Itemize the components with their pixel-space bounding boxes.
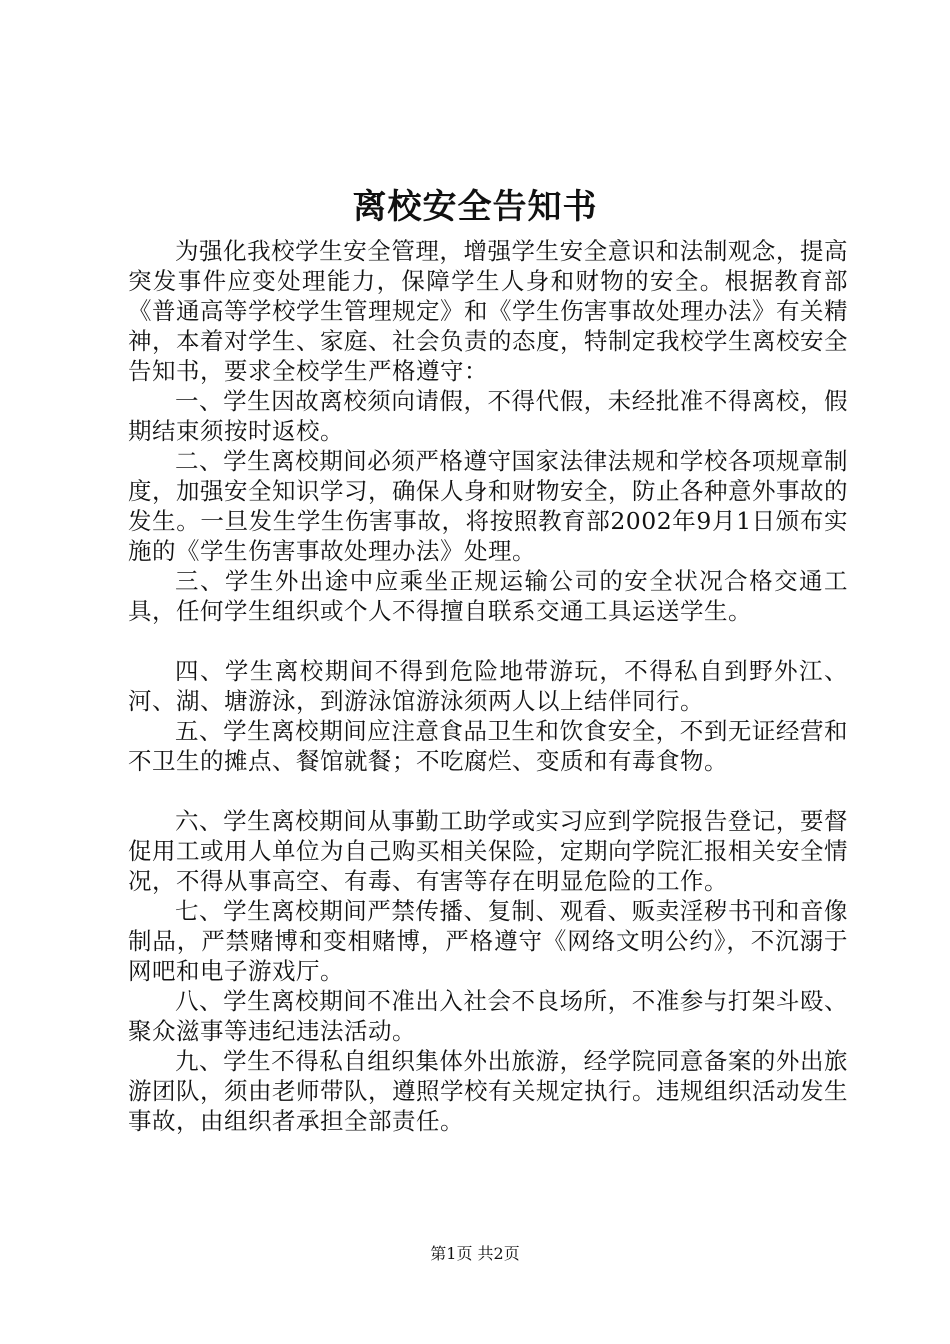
document-title: 离校安全告知书 xyxy=(352,187,598,227)
rule-paragraph-7: 七、学生离校期间严禁传播、复制、观看、贩卖淫秽书刊和音像制品，严禁赌博和变相赌博，严格遵守《网络文明公约》，不沉溺于网吧和电子游戏厅。 xyxy=(128,897,848,985)
rule-paragraph-9: 九、学生不得私自组织集体外出旅游，经学院同意备案的外出旅游团队，须由老师带队，遵照学校有关规定执行。违规组织活动发生事故，由组织者承担全部责任。 xyxy=(128,1047,848,1135)
rule-paragraph-4: 四、学生离校期间不得到危险地带游玩，不得私自到野外江、河、湖、塘游泳，到游泳馆游泳须两人以上结伴同行。 xyxy=(128,657,848,715)
rule-paragraph-3: 三、学生外出途中应乘坐正规运输公司的安全状况合格交通工具，任何学生组织或个人不得擅自联系交通工具运送学生。 xyxy=(128,567,848,625)
document-body xyxy=(128,236,848,1136)
rule-paragraph-5: 五、学生离校期间应注意食品卫生和饮食安全，不到无证经营和不卫生的摊点、餐馆就餐；不吃腐烂、变质和有毒食物。 xyxy=(128,717,848,775)
rule-paragraph-2: 二、学生离校期间必须严格遵守国家法律法规和学校各项规章制度，加强安全知识学习，确保人身和财物安全，防止各种意外事故的发生。一旦发生学生伤害事故，将按照教育部2002年9月1日颁布实施的《学生伤害事故处理办法》处理。 xyxy=(128,447,848,565)
rule-paragraph-1: 一、学生因故离校须向请假，不得代假，未经批准不得离校，假期结束须按时返校。 xyxy=(128,387,848,445)
intro-paragraph: 为强化我校学生安全管理，增强学生安全意识和法制观念，提高突发事件应变处理能力，保障学生人身和财物的安全。根据教育部《普通高等学校学生管理规定》和《学生伤害事故处理办法》有关精神，本着对学生、家庭、社会负责的态度，特制定我校学生离校安全告知书，要求全校学生严格遵守： xyxy=(128,237,848,385)
page-number-footer: 第1页 共2页 xyxy=(430,1244,520,1263)
rule-paragraph-6: 六、学生离校期间从事勤工助学或实习应到学院报告登记，要督促用工或用人单位为自己购买相关保险，定期向学院汇报相关安全情况，不得从事高空、有毒、有害等存在明显危险的工作。 xyxy=(128,807,848,895)
rule-paragraph-8: 八、学生离校期间不准出入社会不良场所，不准参与打架斗殴、聚众滋事等违纪违法活动。 xyxy=(128,987,848,1045)
